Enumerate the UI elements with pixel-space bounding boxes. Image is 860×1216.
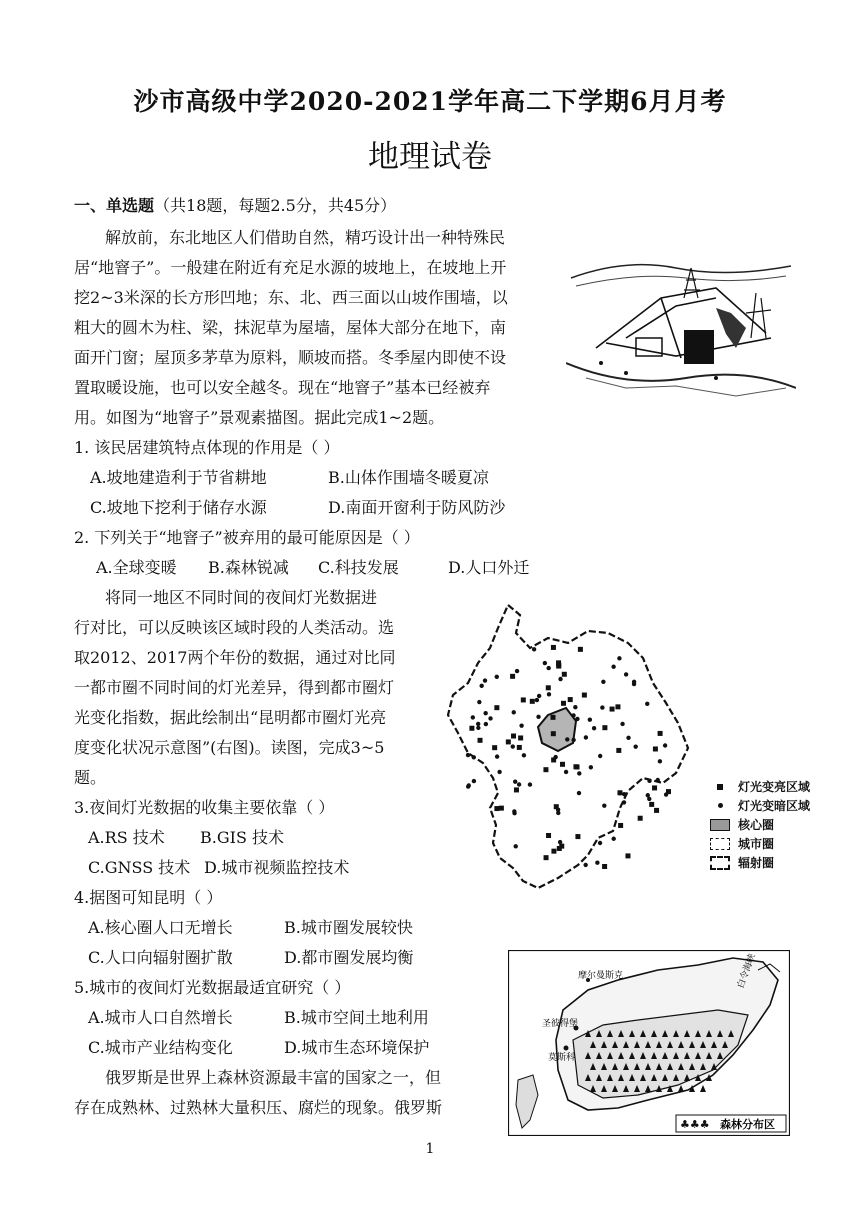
brightened-area-marker — [551, 715, 556, 720]
dimmed-area-marker — [488, 716, 492, 720]
brightened-area-marker — [610, 707, 615, 712]
brightened-area-marker — [521, 697, 526, 702]
brightened-area-marker — [551, 731, 556, 736]
brightened-area-marker — [638, 816, 643, 821]
dimmed-area-marker — [624, 672, 628, 676]
dimmed-area-marker — [632, 682, 636, 686]
dot-marker-icon — [710, 803, 730, 808]
brightened-area-marker — [551, 645, 556, 650]
brightened-area-marker — [568, 697, 573, 702]
q1-stem: 1. 该民居建筑特点体现的作用是（ ） — [74, 438, 340, 457]
q2-option-d[interactable]: D.人口外迁 — [448, 558, 530, 577]
brightened-area-marker — [546, 833, 551, 838]
dimmed-area-marker — [522, 753, 526, 757]
dimmed-area-marker — [622, 800, 626, 804]
dimmed-area-marker — [483, 678, 487, 682]
dimmed-area-marker — [497, 770, 501, 774]
legend-label: 灯光变暗区域 — [738, 799, 811, 813]
dimmed-area-marker — [528, 782, 532, 786]
dimmed-area-marker — [575, 717, 579, 721]
dimmed-area-marker — [495, 675, 499, 679]
brightened-area-marker — [478, 738, 483, 743]
moscow-label: 莫斯科 — [548, 1052, 576, 1062]
brightened-area-marker — [517, 745, 522, 750]
legend-label: 核心圈 — [738, 818, 775, 832]
dimmed-area-marker — [571, 738, 575, 742]
passage2-line: 一都市圈不同时间的灯光差异，得到都市圈灯 — [74, 678, 395, 697]
q2-option-a[interactable]: A.全球变暖 — [96, 558, 177, 577]
dimmed-area-marker — [658, 759, 662, 763]
q3-option-c[interactable]: C.GNSS 技术 — [88, 858, 191, 877]
legend-label: 灯光变亮区域 — [738, 780, 811, 794]
legend-label: 城市圈 — [738, 837, 775, 851]
brightened-area-marker — [510, 674, 515, 679]
dimmed-area-marker — [565, 737, 569, 741]
q3-option-d[interactable]: D.城市视频监控技术 — [204, 858, 350, 877]
passage2-line: 度变化状况示意图”(右图)。读图，完成3~5 — [74, 738, 385, 757]
dimmed-area-marker — [479, 684, 483, 688]
dimmed-area-marker — [467, 783, 471, 787]
russia-forest-map — [508, 950, 790, 1136]
q4-option-b[interactable]: B.城市圈发展较快 — [284, 918, 413, 937]
dimmed-area-marker — [512, 710, 516, 714]
brightened-area-marker — [649, 802, 654, 807]
q2-option-c[interactable]: C.科技发展 — [318, 558, 399, 577]
murmansk-label: 摩尔曼斯克 — [578, 970, 624, 980]
brightened-area-marker — [652, 785, 657, 790]
passage1-line: 居“地窨子”。一般建在附近有充足水源的坡地上，在坡地上开 — [74, 258, 507, 277]
dimmed-area-marker — [583, 863, 587, 867]
dimmed-area-marker — [515, 669, 519, 673]
brightened-area-marker — [514, 787, 519, 792]
q5-option-b[interactable]: B.城市空间土地利用 — [284, 1008, 429, 1027]
dimmed-area-marker — [466, 753, 470, 757]
dimmed-area-marker — [483, 711, 487, 715]
dimmed-area-marker — [476, 722, 480, 726]
brightened-area-marker — [494, 705, 499, 710]
brightened-area-marker — [551, 757, 556, 762]
dimmed-area-marker — [513, 779, 517, 783]
brightened-area-marker — [618, 823, 623, 828]
dimmed-area-marker — [472, 755, 476, 759]
dimmed-area-marker — [611, 837, 615, 841]
dimmed-area-marker — [536, 715, 540, 719]
dimmed-area-marker — [564, 770, 568, 774]
dimmed-area-marker — [626, 736, 630, 740]
q1-option-d[interactable]: D.南面开窗利于防风防沙 — [328, 498, 506, 517]
square-marker-icon — [710, 784, 730, 790]
dimmed-area-marker — [617, 656, 621, 660]
dimmed-area-marker — [517, 782, 521, 786]
dimmed-area-marker — [647, 797, 651, 801]
brightened-area-marker — [543, 767, 548, 772]
passage2-line: 光变化指数，据此绘制出“昆明都市圈灯光亮 — [74, 708, 387, 727]
dimmed-area-marker — [601, 680, 605, 684]
radiation-swatch-icon — [710, 856, 730, 870]
passage3-line: 存在成熟林、过熟林大量积压、腐烂的现象。俄罗斯 — [74, 1098, 443, 1117]
q4-option-d[interactable]: D.都市圈发展均衡 — [284, 948, 414, 967]
dimmed-area-marker — [511, 744, 515, 748]
brightened-area-marker — [518, 735, 523, 740]
dimmed-area-marker — [645, 702, 649, 706]
brightened-area-marker — [562, 672, 567, 677]
dimmed-area-marker — [558, 677, 562, 681]
brightened-area-marker — [551, 849, 556, 854]
q4-option-a[interactable]: A.核心圈人口无增长 — [88, 918, 233, 937]
passage1-line: 解放前，东北地区人们借助自然，精巧设计出一种特殊民 — [105, 228, 506, 247]
city-swatch-icon — [710, 838, 730, 850]
brightened-area-marker — [506, 739, 511, 744]
dimmed-area-marker — [611, 665, 615, 669]
dimmed-area-marker — [595, 860, 599, 864]
dimmed-area-marker — [598, 841, 602, 845]
tree-legend-icon: ♣♣♣ — [680, 1118, 710, 1131]
legend-item-city — [710, 834, 810, 853]
dimmed-area-marker — [620, 722, 624, 726]
dimmed-area-marker — [546, 666, 550, 670]
st-petersburg-label: 圣彼得堡 — [542, 1018, 579, 1028]
brightened-area-marker — [469, 726, 474, 731]
kunming-legend — [710, 777, 810, 872]
brightened-area-marker — [554, 804, 559, 809]
q4-option-c[interactable]: C.人口向辐射圈扩散 — [88, 948, 233, 967]
q1-option-a[interactable]: A.坡地建造利于节省耕地 — [90, 468, 267, 487]
q5-option-c[interactable]: C.城市产业结构变化 — [88, 1038, 233, 1057]
brightened-area-marker — [560, 762, 565, 767]
passage1-line: 面开门窗；屋顶多茅草为原料，顺坡而搭。冬季屋内即使不设 — [74, 348, 507, 367]
kunming-light-map — [438, 603, 700, 893]
bering-strait-label: 白令海峡 — [735, 952, 757, 990]
brightened-area-marker — [578, 647, 583, 652]
q5-option-d[interactable]: D.城市生态环境保护 — [284, 1038, 430, 1057]
brightened-area-marker — [653, 746, 658, 751]
passage2-line: 将同一地区不同时间的夜间灯光数据进 — [105, 588, 378, 607]
dimmed-area-marker — [471, 715, 475, 719]
legend-item-darker — [710, 796, 810, 815]
brightened-area-marker — [511, 734, 516, 739]
brightened-area-marker — [654, 808, 659, 813]
brightened-area-marker — [530, 699, 535, 704]
dimmed-area-marker — [519, 723, 523, 727]
passage2-line: 取2012、2017两个年份的数据，通过对比同 — [74, 648, 396, 667]
brightened-area-marker — [494, 806, 499, 811]
dwelling-sketch — [566, 238, 796, 408]
dimmed-area-marker — [573, 705, 577, 709]
dimmed-area-marker — [622, 792, 626, 796]
q5-stem: 5.城市的夜间灯光数据最适宜研究（ ） — [74, 978, 351, 997]
dimmed-area-marker — [535, 698, 539, 702]
section-heading — [74, 193, 396, 216]
exam-subject: 地理试卷 — [368, 139, 492, 175]
dimmed-area-marker — [543, 661, 547, 665]
q5-option-a[interactable]: A.城市人口自然增长 — [88, 1008, 233, 1027]
dimmed-area-marker — [532, 647, 536, 651]
passage2-line: 行对比，可以反映该区域时段的人类活动。选 — [74, 618, 395, 637]
legend-label: 辐射圈 — [738, 856, 775, 870]
brightened-area-marker — [499, 806, 504, 811]
brightened-area-marker — [557, 846, 562, 851]
q3-option-a[interactable]: A.RS 技术 — [88, 828, 165, 847]
dimmed-area-marker — [589, 765, 593, 769]
dimmed-area-marker — [602, 803, 606, 807]
dimmed-area-marker — [647, 779, 651, 783]
dimmed-area-marker — [571, 713, 575, 717]
brightened-area-marker — [602, 864, 607, 869]
brightened-area-marker — [561, 701, 566, 706]
exam-title: 沙市高级中学2020-2021学年高二下学期6月月考 — [133, 87, 727, 116]
passage2-line: 题。 — [74, 768, 107, 787]
dimmed-area-marker — [514, 844, 518, 848]
dimmed-area-marker — [656, 778, 660, 782]
brightened-area-marker — [575, 834, 580, 839]
brightened-area-marker — [617, 790, 622, 795]
passage1-line: 置取暖设施，也可以安全越冬。现在“地窨子”基本已经被弃 — [74, 378, 491, 397]
section-label: 一、单选题 — [74, 196, 155, 215]
q3-option-b[interactable]: B.GIS 技术 — [200, 828, 284, 847]
passage3-line: 俄罗斯是世界上森林资源最丰富的国家之一，但 — [105, 1068, 442, 1087]
dimmed-area-marker — [484, 722, 488, 726]
brightened-area-marker — [492, 745, 497, 750]
passage1-line: 粗大的圆木为柱、梁，抹泥草为屋墙，屋体大部分在地下，南 — [74, 318, 507, 337]
q1-option-c[interactable]: C.坡地下挖利于储存水源 — [90, 498, 267, 517]
dimmed-area-marker — [598, 754, 602, 758]
legend-item-radiation — [710, 853, 810, 872]
brightened-area-marker — [556, 663, 561, 668]
q2-option-b[interactable]: B.森林锐减 — [208, 558, 289, 577]
brightened-area-marker — [602, 725, 607, 730]
legend-item-brighter — [710, 777, 810, 796]
dimmed-area-marker — [584, 735, 588, 739]
dimmed-area-marker — [664, 792, 668, 796]
dimmed-area-marker — [547, 692, 551, 696]
section-note: （共18题，每题2.5分，共45分） — [154, 196, 397, 215]
brightened-area-marker — [658, 731, 663, 736]
brightened-area-marker — [544, 855, 549, 860]
dimmed-area-marker — [558, 840, 562, 844]
page-number: 1 — [425, 1141, 435, 1157]
dimmed-area-marker — [633, 744, 637, 748]
dimmed-area-marker — [495, 754, 499, 758]
dimmed-area-marker — [577, 771, 581, 775]
core-swatch-icon — [710, 819, 730, 831]
q3-stem: 3.夜间灯光数据的收集主要依靠（ ） — [74, 798, 335, 817]
legend-item-core — [710, 815, 810, 834]
dimmed-area-marker — [476, 726, 480, 730]
dimmed-area-marker — [577, 791, 581, 795]
dimmed-area-marker — [592, 726, 596, 730]
brightened-area-marker — [575, 764, 580, 769]
brightened-area-marker — [616, 748, 621, 753]
q2-stem: 2. 下列关于“地窨子”被弃用的最可能原因是（ ） — [74, 528, 420, 547]
passage1-line: 挖2~3米深的长方形凹地；东、北、西三面以山坡作围墙，以 — [74, 288, 508, 307]
brightened-area-marker — [546, 685, 551, 690]
dimmed-area-marker — [512, 809, 516, 813]
forest-legend-label: 森林分布区 — [720, 1119, 775, 1131]
dimmed-area-marker — [600, 705, 604, 709]
dimmed-area-marker — [472, 779, 476, 783]
dimmed-area-marker — [588, 718, 592, 722]
q4-stem: 4.据图可知昆明（ ） — [74, 888, 223, 907]
passage1-line: 用。如图为“地窨子”景观素描图。据此完成1~2题。 — [74, 408, 445, 427]
dimmed-area-marker — [663, 743, 667, 747]
dimmed-area-marker — [537, 694, 541, 698]
brightened-area-marker — [625, 853, 630, 858]
brightened-area-marker — [615, 704, 620, 709]
q1-option-b[interactable]: B.山体作围墙冬暖夏凉 — [328, 468, 489, 487]
brightened-area-marker — [582, 693, 587, 698]
dimmed-area-marker — [477, 700, 481, 704]
